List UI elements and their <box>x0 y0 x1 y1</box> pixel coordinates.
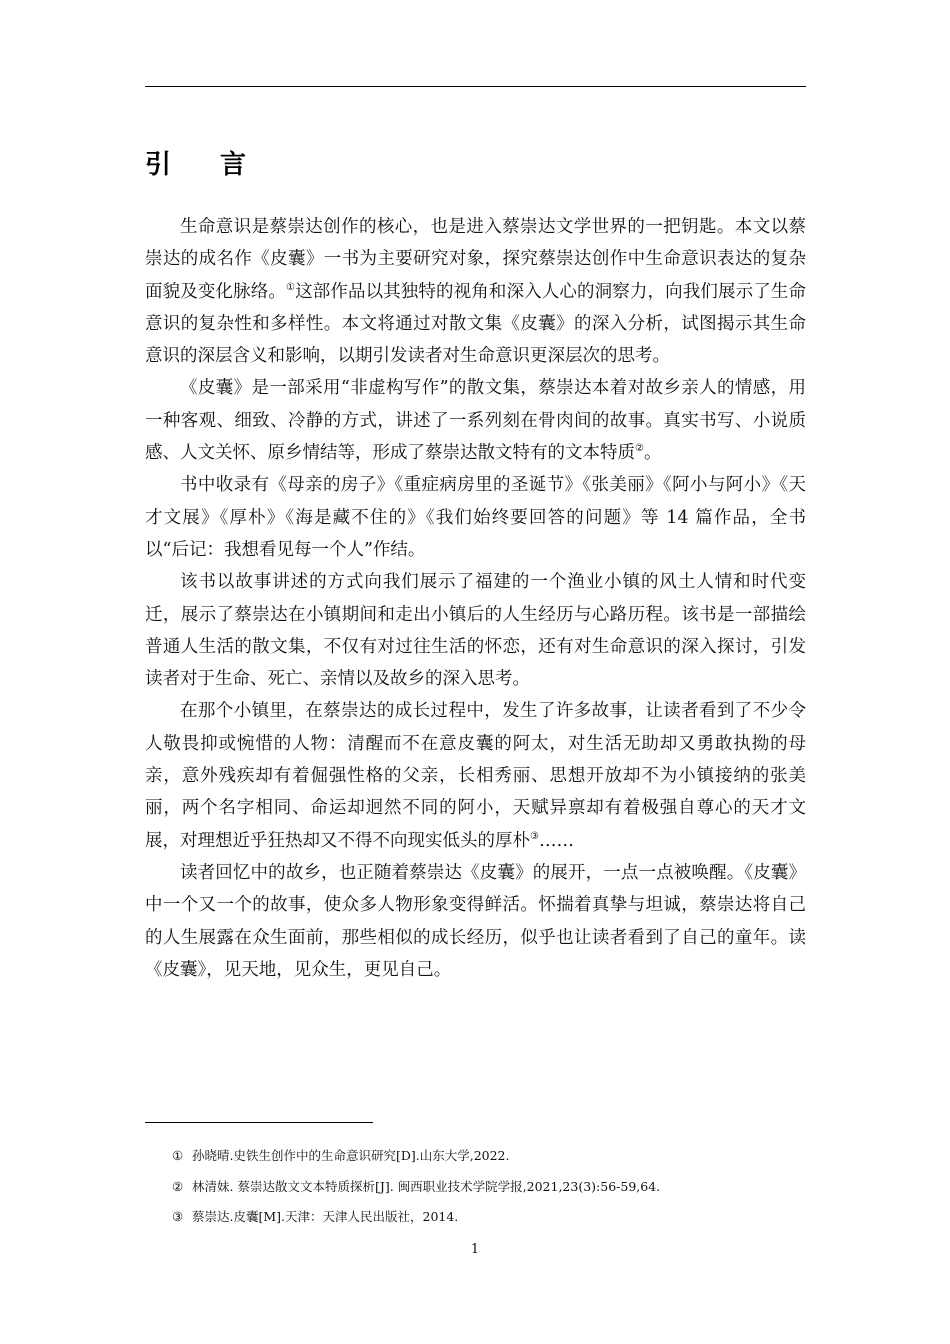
footnote-text: 林清妹. 蔡崇达散文文本特质探析[J]. 闽西职业技术学院学报,2021,23(3):56-59,64. <box>192 1178 661 1194</box>
footnote-3 <box>172 1202 812 1233</box>
paragraph-text: 书中收录有《母亲的房子》《重症病房里的圣诞节》《张美丽》《阿小与阿小》《天才文展》《厚朴》《海是藏不住的》《我们始终要回答的问题》等 14 篇作品，全书以“后记：我想看见每一个人”作结。 <box>145 475 806 560</box>
footnote-text: 孙晓晴.史铁生创作中的生命意识研究[D].山东大学,2022. <box>192 1148 510 1163</box>
paragraph-text: 该书以故事讲述的方式向我们展示了福建的一个渔业小镇的风土人情和时代变迁，展示了蔡崇达在小镇期间和走出小镇后的人生经历与心路历程。该书是一部描绘普通人生活的散文集，不仅有对过往生活的怀恋，还有对生命意识的深入探讨，引发读者对于生命、死亡、亲情以及故乡的深入思考。 <box>145 572 806 690</box>
paragraph-2 <box>145 372 806 469</box>
page-number: 1 <box>470 1242 480 1257</box>
paragraph-5 <box>145 695 806 856</box>
footnote-mark: ③ <box>172 1209 184 1224</box>
footnote-2 <box>172 1172 812 1203</box>
paragraph-text: 《皮囊》是一部采用“非虚构写作”的散文集，蔡崇达本着对故乡亲人的情感，用一种客观、细致、冷静的方式，讲述了一系列刻在骨肉间的故事。真实书写、小说质感、人文关怀、原乡情结等，形成了蔡崇达散文特有的文本特质 <box>145 378 806 464</box>
footnote-reference: ② <box>635 443 644 455</box>
footnote-text: 蔡崇达.皮囊[M].天津：天津人民出版社，2014. <box>192 1209 459 1224</box>
paragraph-6 <box>145 857 806 986</box>
paragraph-text: …… <box>538 830 574 851</box>
paragraph-4 <box>145 566 806 695</box>
footnote-rule <box>145 1122 373 1123</box>
paragraph-text: 这部作品以其独特的视角和深入人心的洞察力，向我们展示了生命意识的复杂性和多样性。本文将通过对散文集《皮囊》的深入分析，试图揭示其生命意识的深层含义和影响，以期引发读者对生命意识更深层次的思考。 <box>145 281 807 367</box>
footnote-1 <box>172 1141 812 1172</box>
footnote-reference: ① <box>285 281 296 293</box>
paragraph-1 <box>145 211 806 372</box>
section-title: 引 言 <box>145 150 267 180</box>
paragraph-text: 在那个小镇里，在蔡崇达的成长过程中，发生了许多故事，让读者看到了不少令人敬畏抑或惋惜的人物：清醒而不在意皮囊的阿太，对生活无助却又勇敢执拗的母亲，意外残疾却有着倔强性格的父亲，长相秀丽、思想开放却不为小镇接纳的张美丽，两个名字相同、命运却迥然不同的阿小，天赋异禀却有着极强自尊心的天才文展，对理想近乎狂热却又不得不向现实低头的厚朴 <box>145 701 806 851</box>
paragraph-3 <box>145 469 806 566</box>
body-text <box>145 211 806 986</box>
paragraph-text: 读者回忆中的故乡，也正随着蔡崇达《皮囊》的展开，一点一点被唤醒。《皮囊》中一个又一个的故事，使众多人物形象变得鲜活。怀揣着真挚与坦诚，蔡崇达将自己的人生展露在众生面前，那些相似的成长经历，似乎也让读者看到了自己的童年。读《皮囊》，见天地，见众生，更见自己。 <box>145 862 806 980</box>
footnotes <box>172 1141 812 1233</box>
paragraph-text: 生命意识是蔡崇达创作的核心，也是进入蔡崇达文学世界的一把钥匙。本文以蔡崇达的成名作《皮囊》一书为主要研究对象，探究蔡崇达创作中生命意识表达的复杂面貌及变化脉络。 <box>145 217 806 302</box>
paragraph-text: 。 <box>643 443 662 464</box>
footnote-mark: ① <box>172 1148 184 1163</box>
footnote-mark: ② <box>172 1178 184 1194</box>
header-rule <box>145 86 806 87</box>
footnote-reference: ③ <box>530 830 539 842</box>
